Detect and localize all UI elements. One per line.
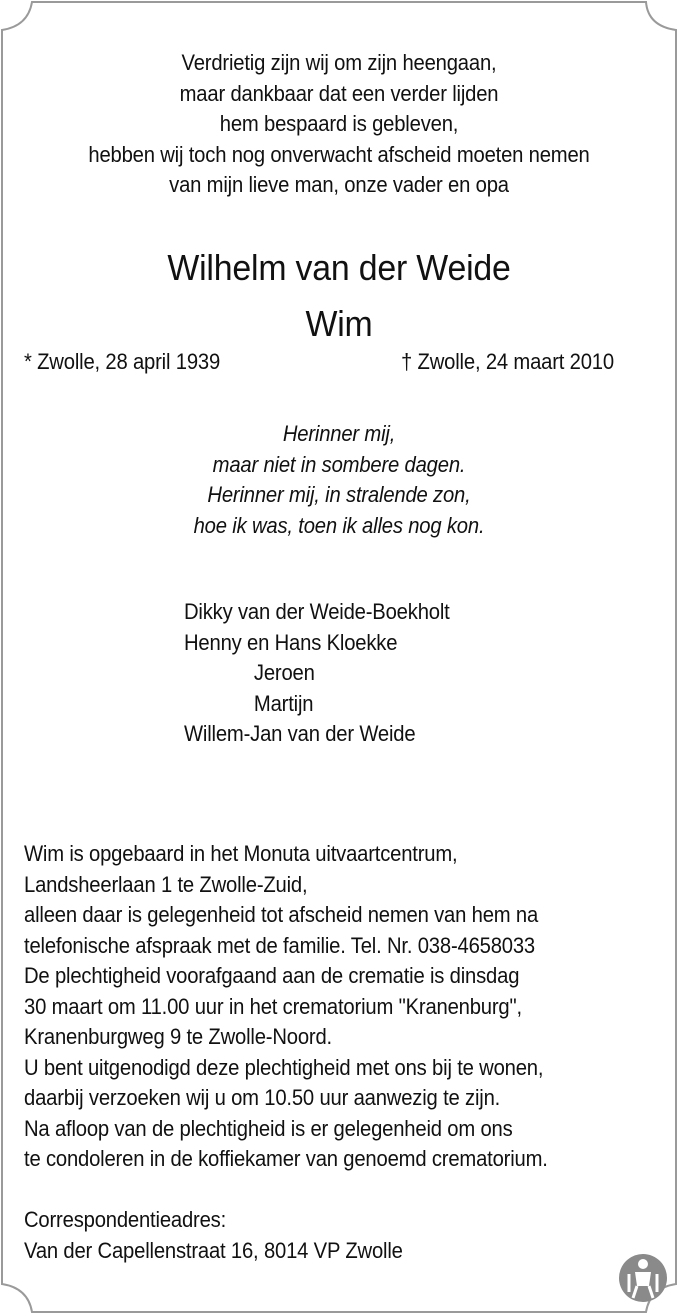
info-line: alleen daar is gelegenheid tot afscheid nemen van hem na — [24, 902, 539, 927]
opening-line: hem bespaard is gebleven, — [219, 111, 459, 136]
info-line: De plechtigheid voorafgaand aan de crematie is dinsdag — [24, 963, 520, 988]
cross-icon: † — [401, 349, 413, 374]
opening-line: maar dankbaar dat een verder lijden — [179, 80, 499, 106]
family-member: Henny en Hans Kloekke — [184, 629, 398, 655]
info-line: U bent uitgenodigd deze plechtigheid met ons bij te wonen, — [24, 1054, 544, 1080]
opening-line: van mijn lieve man, onze vader en opa — [169, 172, 509, 197]
info-line: Wim is opgebaard in het Monuta uitvaartcentrum, — [24, 841, 458, 866]
deceased-name-block — [20, 240, 657, 352]
opening-verse — [27, 48, 651, 201]
family-list — [184, 597, 450, 750]
family-member-grandchild: Jeroen — [253, 660, 315, 685]
poem-line: Herinner mij, — [282, 421, 396, 446]
opening-line: hebben wij toch nog onverwacht afscheid moeten nemen — [88, 141, 590, 167]
poem-line: hoe ik was, toen ik alles nog kon. — [193, 512, 485, 538]
info-line: Landsheerlaan 1 te Zwolle-Zuid, — [24, 871, 308, 897]
correspondence-address-line: Van der Capellenstraat 16, 8014 VP Zwolle — [24, 1237, 403, 1263]
death-info — [401, 347, 614, 378]
poem — [27, 419, 651, 541]
ceremony-info — [24, 839, 548, 1175]
birth-info: * Zwolle, 28 april 1939 — [24, 349, 221, 374]
deceased-nickname: Wim — [305, 303, 373, 344]
family-member-grandchild: Martijn — [253, 690, 314, 716]
info-line: te condoleren in de koffiekamer van genoemd crematorium. — [24, 1146, 548, 1171]
correspondence-address — [24, 1205, 403, 1266]
info-line: Na afloop van de plechtigheid is er gelegenheid om ons — [24, 1115, 513, 1141]
family-member: Dikky van der Weide-Boekholt — [184, 599, 450, 624]
poem-line: maar niet in sombere dagen. — [212, 451, 466, 477]
publisher-logo-icon — [617, 1252, 669, 1304]
opening-line: Verdrietig zijn wij om zijn heengaan, — [181, 50, 497, 75]
info-line: 30 maart om 11.00 uur in het crematorium "Kranenburg", — [24, 993, 522, 1019]
info-line: daarbij verzoeken wij u om 10.50 uur aanwezig te zijn. — [24, 1085, 501, 1110]
info-line: telefonische afspraak met de familie. Tel. Nr. 038-4658033 — [24, 932, 536, 958]
family-member: Willem-Jan van der Weide — [184, 721, 416, 746]
deceased-full-name: Wilhelm van der Weide — [167, 247, 511, 288]
correspondence-label: Correspondentieadres: — [24, 1207, 227, 1232]
death-date: Zwolle, 24 maart 2010 — [417, 349, 614, 374]
info-line: Kranenburgweg 9 te Zwolle-Noord. — [24, 1024, 333, 1049]
poem-line: Herinner mij, in stralende zon, — [207, 482, 471, 507]
